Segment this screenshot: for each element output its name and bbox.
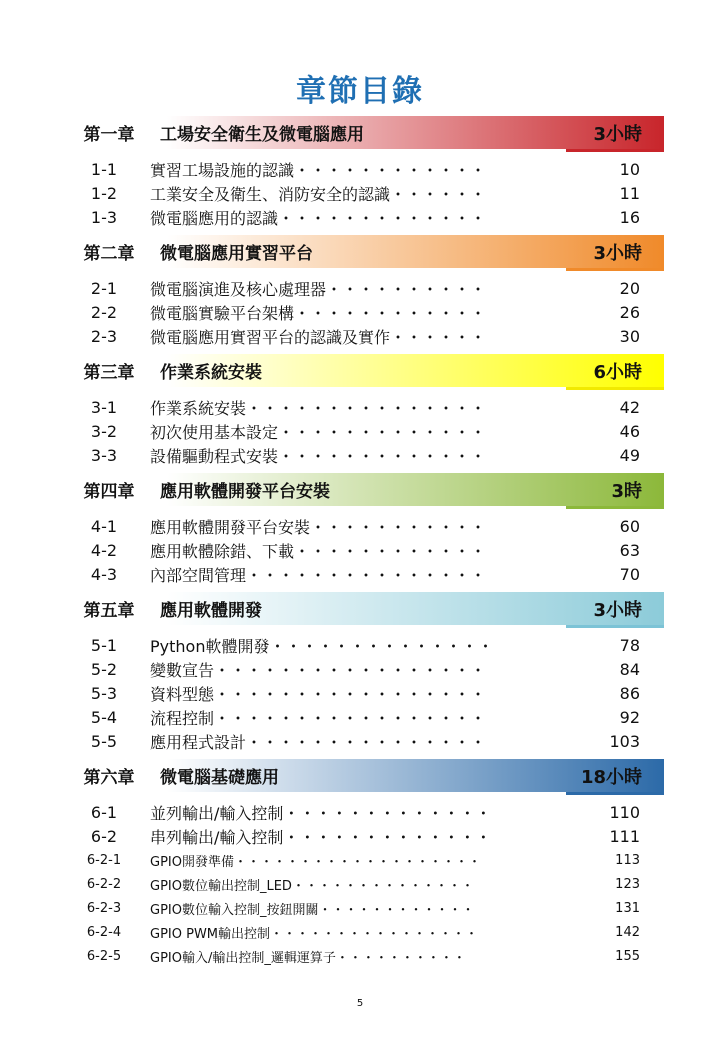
section-number: 1-1 [90, 159, 118, 179]
section-title: 實習工場設施的認識・・・・・・・・・・・・ [150, 160, 487, 180]
section-page: 123 [615, 876, 640, 892]
section-title: 資料型態・・・・・・・・・・・・・・・・・ [150, 684, 487, 704]
section-title: 設備驅動程式安裝・・・・・・・・・・・・・ [150, 446, 487, 466]
section-title: 微電腦應用實習平台的認識及實作・・・・・・ [150, 327, 487, 347]
section-title: 應用軟體除錯、下載・・・・・・・・・・・・ [150, 541, 487, 561]
section-page: 113 [615, 852, 640, 868]
section-page: 84 [619, 659, 640, 679]
chapter-title: 應用軟體開發平台安裝 [160, 482, 330, 502]
chapter-title: 工場安全衛生及微電腦應用 [160, 125, 364, 145]
section-number: 6-2-5 [86, 948, 122, 964]
section-page: 78 [619, 635, 640, 655]
section-title: 流程控制・・・・・・・・・・・・・・・・・ [150, 708, 487, 728]
section-page: 20 [619, 278, 640, 298]
section-number: 1-2 [90, 183, 118, 203]
toc-entry [58, 848, 664, 872]
section-list [58, 268, 664, 354]
chapter-hours: 6小時 [593, 361, 642, 383]
section-title: 微電腦演進及核心處理器・・・・・・・・・・ [150, 279, 487, 299]
section-page: 103 [609, 731, 640, 751]
section-number: 6-1 [90, 802, 118, 822]
toc-entry [58, 872, 664, 896]
toc-entry [58, 705, 664, 729]
section-list [58, 792, 664, 974]
section-number: 5-3 [90, 683, 118, 703]
section-number: 5-1 [90, 635, 118, 655]
toc-entry [58, 538, 664, 562]
section-number: 5-2 [90, 659, 118, 679]
toc-entry [58, 276, 664, 300]
chapter-accent-bar [566, 268, 664, 271]
chapter-accent-bar [566, 506, 664, 509]
chapter-header [58, 235, 664, 268]
section-title: 作業系統安裝・・・・・・・・・・・・・・・ [150, 398, 487, 418]
section-page: 142 [615, 924, 640, 940]
section-number: 1-3 [90, 207, 118, 227]
chapter-hours: 3小時 [593, 242, 642, 264]
toc-entry [58, 920, 664, 944]
section-title: 工業安全及衛生、消防安全的認識・・・・・・ [150, 184, 487, 204]
section-page: 10 [619, 159, 640, 179]
chapter-number: 第五章 [83, 601, 135, 621]
toc-entry [58, 729, 664, 753]
section-number: 2-1 [90, 278, 118, 298]
page-number: 5 [356, 998, 364, 1009]
section-number: 6-2 [90, 826, 118, 846]
section-number: 5-4 [90, 707, 118, 727]
section-list [58, 625, 664, 759]
chapter-header [58, 592, 664, 625]
section-page: 16 [619, 207, 640, 227]
toc-entry [58, 157, 664, 181]
toc-entry [58, 824, 664, 848]
chapter-header [58, 473, 664, 506]
toc-entry [58, 443, 664, 467]
chapter-number: 第一章 [83, 125, 135, 145]
section-number: 2-3 [90, 326, 118, 346]
page-title: 章節目錄 [296, 74, 424, 109]
section-title: GPIO數位輸出控制_LED・・・・・・・・・・・・・・ [150, 878, 474, 894]
chapter-number: 第二章 [83, 244, 135, 264]
toc-entry [58, 181, 664, 205]
section-title: 應用軟體開發平台安裝・・・・・・・・・・・ [150, 517, 487, 537]
section-title: GPIO數位輸入控制_按鈕開關・・・・・・・・・・・・ [150, 902, 475, 918]
toc-entry [58, 681, 664, 705]
section-list [58, 506, 664, 592]
section-page: 49 [619, 445, 640, 465]
section-number: 6-2-4 [86, 924, 122, 940]
section-number: 4-1 [90, 516, 118, 536]
section-number: 2-2 [90, 302, 118, 322]
section-page: 155 [615, 948, 640, 964]
toc-entry [58, 205, 664, 229]
chapter-hours: 18小時 [580, 766, 642, 788]
chapter-accent-bar [566, 792, 664, 795]
toc-entry [58, 324, 664, 348]
section-title: GPIO輸入/輸出控制_邏輯運算子・・・・・・・・・・ [150, 950, 466, 966]
section-page: 131 [615, 900, 640, 916]
section-page: 30 [619, 326, 640, 346]
section-page: 42 [619, 397, 640, 417]
toc-entry [58, 633, 664, 657]
section-list [58, 387, 664, 473]
toc-entry [58, 514, 664, 538]
section-page: 63 [619, 540, 640, 560]
section-page: 60 [619, 516, 640, 536]
section-title: 並列輸出/輸入控制・・・・・・・・・・・・・ [150, 803, 492, 823]
chapter-header [58, 759, 664, 792]
section-page: 110 [609, 802, 640, 822]
section-page: 46 [619, 421, 640, 441]
section-page: 86 [619, 683, 640, 703]
section-number: 3-1 [90, 397, 118, 417]
section-title: GPIO PWM輸出控制・・・・・・・・・・・・・・・・ [150, 926, 479, 942]
chapter-title: 微電腦基礎應用 [160, 768, 279, 788]
chapter-number: 第四章 [83, 482, 135, 502]
section-number: 4-3 [90, 564, 118, 584]
toc-entry [58, 562, 664, 586]
section-number: 6-2-1 [86, 852, 122, 868]
section-title: 串列輸出/輸入控制・・・・・・・・・・・・・ [150, 827, 492, 847]
section-number: 3-2 [90, 421, 118, 441]
toc-entry [58, 944, 664, 968]
toc-entry [58, 896, 664, 920]
toc-entry [58, 300, 664, 324]
chapter-header [58, 116, 664, 149]
toc-entry [58, 657, 664, 681]
chapter-number: 第三章 [83, 363, 135, 383]
section-page: 111 [609, 826, 640, 846]
section-number: 6-2-2 [86, 876, 122, 892]
section-number: 4-2 [90, 540, 118, 560]
section-title: 微電腦應用的認識・・・・・・・・・・・・・ [150, 208, 487, 228]
chapter-accent-bar [566, 625, 664, 628]
chapter-accent-bar [566, 387, 664, 390]
chapter-title: 應用軟體開發 [160, 601, 262, 621]
chapter-hours: 3小時 [593, 599, 642, 621]
section-title: Python軟體開發・・・・・・・・・・・・・・ [150, 636, 494, 656]
section-title: 初次使用基本設定・・・・・・・・・・・・・ [150, 422, 487, 442]
chapter-hours: 3時 [611, 480, 642, 502]
table-of-contents [58, 116, 664, 974]
section-title: 應用程式設計・・・・・・・・・・・・・・・ [150, 732, 487, 752]
chapter-hours: 3小時 [593, 123, 642, 145]
toc-entry [58, 419, 664, 443]
section-page: 70 [619, 564, 640, 584]
section-title: 微電腦實驗平台架構・・・・・・・・・・・・ [150, 303, 487, 323]
section-title: GPIO開發準備・・・・・・・・・・・・・・・・・・・ [150, 854, 481, 870]
section-page: 11 [619, 183, 640, 203]
section-page: 92 [619, 707, 640, 727]
toc-entry [58, 395, 664, 419]
chapter-header [58, 354, 664, 387]
section-title: 變數宣告・・・・・・・・・・・・・・・・・ [150, 660, 487, 680]
chapter-title: 微電腦應用實習平台 [160, 244, 313, 264]
section-list [58, 149, 664, 235]
section-title: 內部空間管理・・・・・・・・・・・・・・・ [150, 565, 487, 585]
section-number: 3-3 [90, 445, 118, 465]
chapter-title: 作業系統安裝 [160, 363, 262, 383]
chapter-accent-bar [566, 149, 664, 152]
section-page: 26 [619, 302, 640, 322]
section-number: 6-2-3 [86, 900, 122, 916]
section-number: 5-5 [90, 731, 118, 751]
toc-entry [58, 800, 664, 824]
chapter-number: 第六章 [83, 768, 135, 788]
